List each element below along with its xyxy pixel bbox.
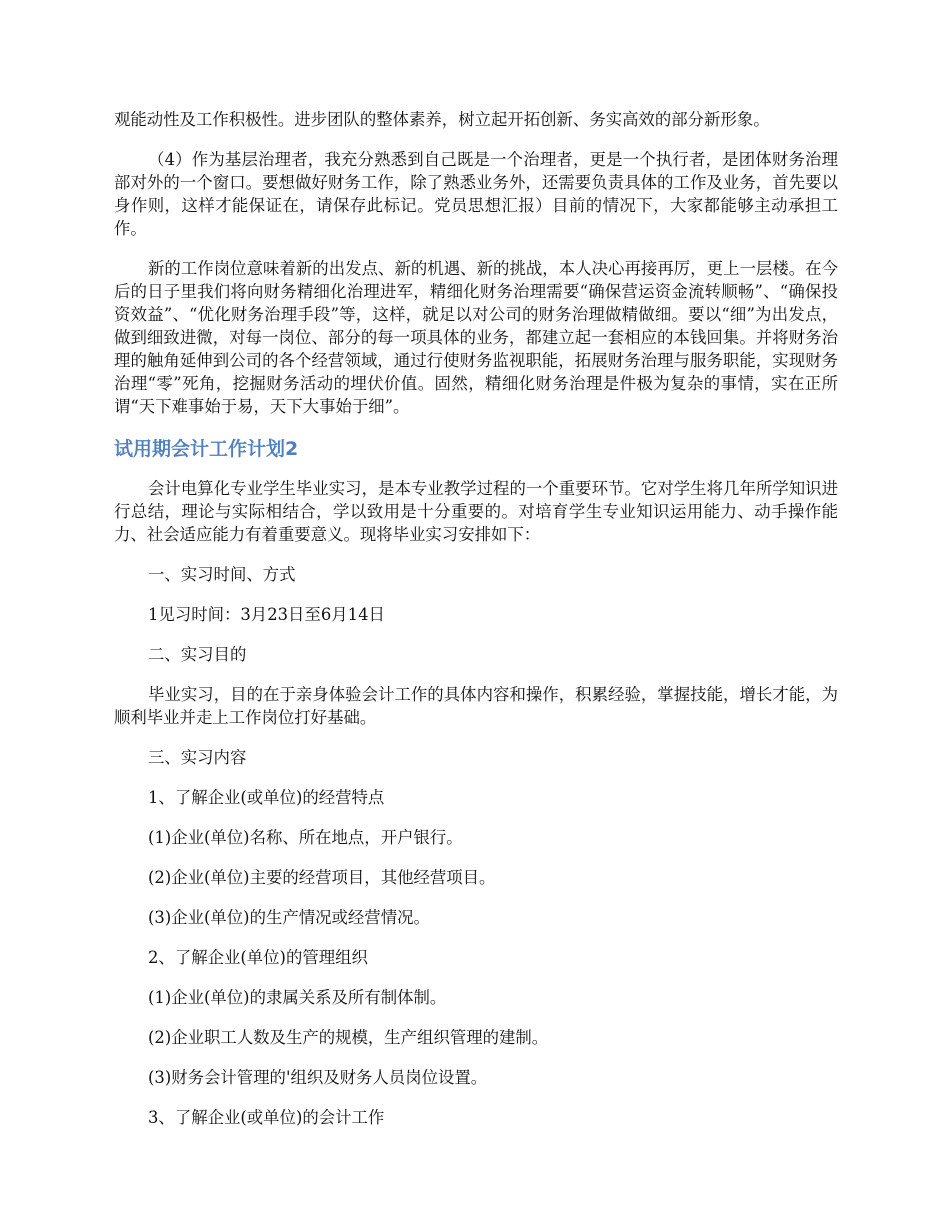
content-item-2-3: (3)财务会计管理的'组织及财务人员岗位设置。 [148, 1068, 488, 1087]
content-item-2-2: (2)企业职工人数及生产的规模，生产组织管理的建制。 [148, 1028, 549, 1047]
section-heading: 试用期会计工作计划2 [114, 438, 299, 460]
content-item-1: 1、了解企业(或单位)的经营特点 [148, 788, 385, 807]
content-item-3: 3、了解企业(或单位)的会计工作 [148, 1108, 385, 1127]
section-title-time: 一、实习时间、方式 [148, 565, 296, 584]
document-page [114, 108, 838, 1146]
paragraph-grassroots-manager: （4）作为基层治理者，我充分熟悉到自己既是一个治理者，更是一个执行者，是团体财务治理部对外的一个窗口。要想做好财务工作，除了熟悉业务外，还需要负责具体的工作及业务，首先要以身作则，这样才能保证在，请保存此标记。党员思想汇报）目前的情况下，大家都能够主动承担工作。 [114, 150, 838, 238]
content-item-1-3: (3)企业(单位)的生产情况或经营情况。 [148, 908, 430, 927]
content-item-1-2: (2)企业(单位)主要的经营项目，其他经营项目。 [148, 868, 496, 887]
section-title-content: 三、实习内容 [148, 748, 247, 767]
internship-time: 1见习时间：3月23日至6月14日 [148, 605, 385, 624]
paragraph-new-position: 新的工作岗位意味着新的出发点、新的机遇、新的挑战，本人决心再接再厉，更上一层楼。在今后的日子里我们将向财务精细化治理进军，精细化财务治理需要“确保营运资金流转顺畅”、“确保投资效益”、“优化财务治理手段”等，这样，就足以对公司的财务治理做精做细。要以“细”为出发点，做到细致进微，对每一岗位、部分的每一项具体的业务，都建立起一套相应的本钱回集。并将财务治理的触角延伸到公司的各个经营领域，通过行使财务监视职能，拓展财务治理与服务职能，实现财务治理“零”死角，挖掘财务活动的埋伏价值。固然，精细化财务治理是件极为复杂的事情，实在正所谓“天下难事始于易，天下大事始于细”。 [114, 259, 838, 416]
paragraph-intro: 会计电算化专业学生毕业实习，是本专业教学过程的一个重要环节。它对学生将几年所学知识进行总结，理论与实际相结合，学以致用是十分重要的。对培育学生专业知识运用能力、动手操作能力、社会适应能力有着重要意义。现将毕业实习安排如下： [114, 479, 838, 544]
section-title-purpose: 二、实习目的 [148, 645, 247, 664]
content-item-2: 2、了解企业(单位)的管理组织 [148, 948, 368, 967]
content-item-2-1: (1)企业(单位)的隶属关系及所有制体制。 [148, 988, 447, 1007]
paragraph-continuation: 观能动性及工作积极性。进步团队的整体素养，树立起开拓创新、务实高效的部分新形象。 [114, 110, 770, 129]
paragraph-purpose: 毕业实习，目的在于亲身体验会计工作的具体内容和操作，积累经验，掌握技能，增长才能，为顺利毕业并走上工作岗位打好基础。 [114, 685, 838, 727]
content-item-1-1: (1)企业(单位)名称、所在地点，开户银行。 [148, 828, 463, 847]
